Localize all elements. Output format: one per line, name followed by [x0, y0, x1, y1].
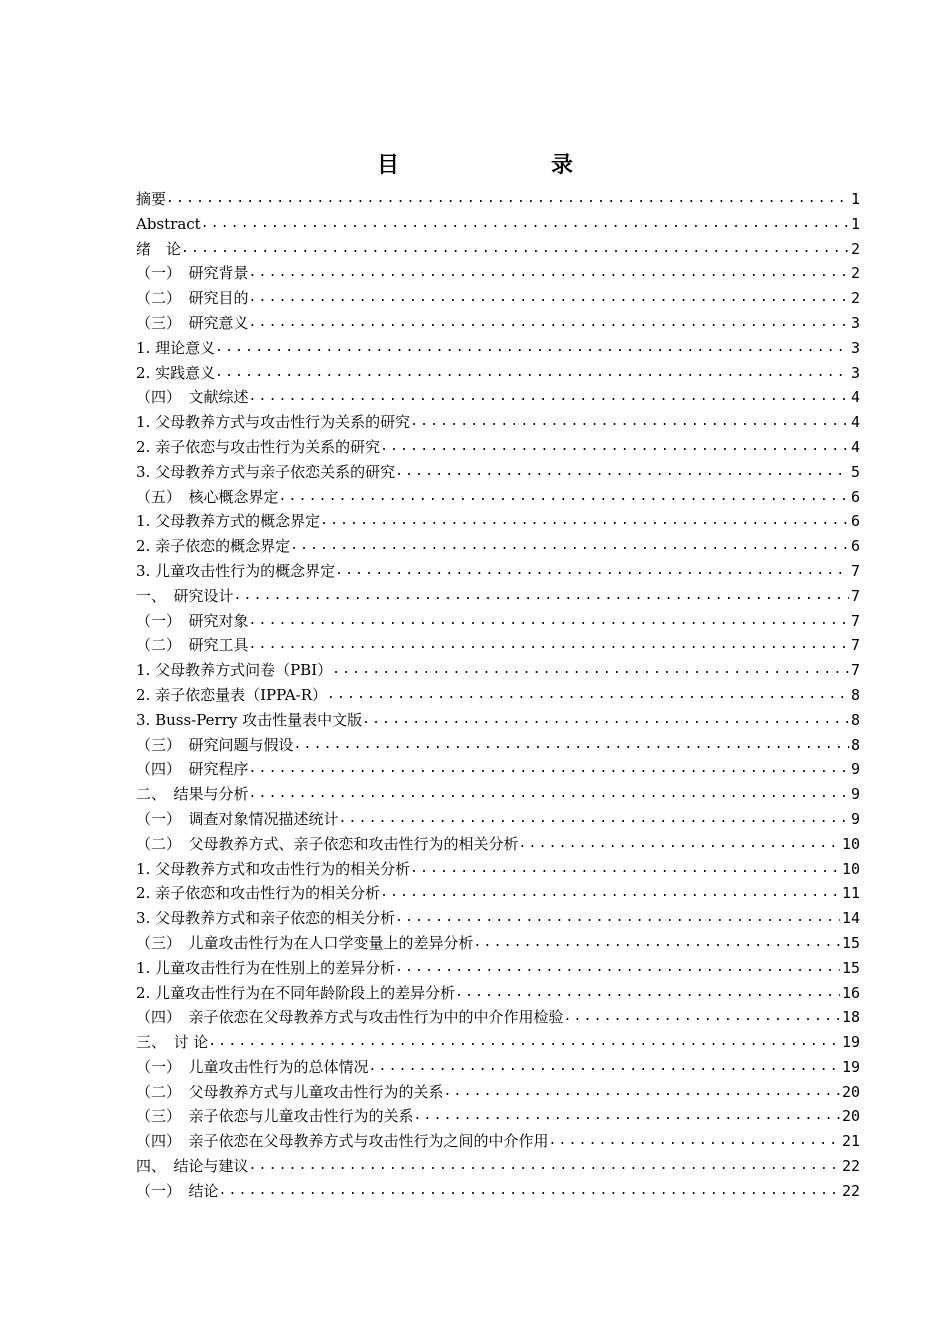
toc-entry-label: （四） 研究程序	[136, 760, 249, 779]
toc-entry-label: 1. 父母教养方式的概念界定	[136, 512, 321, 531]
toc-entry[interactable]	[136, 807, 860, 832]
toc-entry[interactable]	[136, 1005, 860, 1030]
toc-leader-dots	[215, 361, 849, 386]
toc-entry-label: 一、 研究设计	[136, 586, 234, 605]
toc-entry-label: 2. 实践意义	[136, 363, 216, 382]
toc-entry-label: 2. 亲子依恋量表（IPPA-R）	[136, 685, 328, 704]
toc-leader-dots	[208, 1030, 840, 1055]
toc-entry-label: （三） 亲子依恋与儿童攻击性行为的关系	[136, 1107, 414, 1126]
toc-entry[interactable]	[136, 956, 860, 981]
toc-entry-label: 1. 父母教养方式问卷（PBI）	[136, 661, 333, 680]
toc-entry-page-number: 7	[850, 561, 860, 580]
toc-entry-page-number: 7	[850, 636, 860, 655]
toc-leader-dots	[249, 1154, 840, 1179]
toc-entry-page-number: 7	[850, 661, 860, 680]
toc-entry[interactable]	[136, 857, 860, 882]
toc-entry-page-number: 6	[850, 512, 860, 531]
toc-leader-dots	[444, 1080, 840, 1105]
toc-leader-dots	[166, 187, 849, 212]
toc-entry-page-number: 4	[850, 413, 860, 432]
toc-entry[interactable]	[136, 361, 860, 386]
toc-leader-dots	[249, 757, 849, 782]
toc-entry-label: 3. 儿童攻击性行为的概念界定	[136, 561, 336, 580]
toc-entry[interactable]	[136, 460, 860, 485]
toc-entry-label: （一） 儿童攻击性行为的总体情况	[136, 1057, 369, 1076]
toc-entry-label: （四） 文献综述	[136, 388, 249, 407]
toc-leader-dots	[410, 857, 840, 882]
toc-leader-dots	[234, 584, 849, 609]
toc-leader-dots	[414, 1104, 840, 1129]
toc-entry-label: 摘要	[136, 190, 167, 208]
toc-leader-dots	[181, 237, 849, 262]
toc-entry[interactable]	[136, 534, 860, 559]
toc-entry-label: Abstract	[136, 214, 201, 233]
toc-entry-label: 2. 儿童攻击性行为在不同年龄阶段上的差异分析	[136, 983, 456, 1002]
toc-entry-page-number: 4	[850, 388, 860, 407]
table-of-contents	[136, 187, 860, 1204]
toc-entry[interactable]	[136, 559, 860, 584]
toc-leader-dots	[380, 435, 849, 460]
toc-entry-label: （五） 核心概念界定	[136, 487, 279, 506]
toc-entry[interactable]	[136, 187, 860, 212]
toc-entry[interactable]	[136, 633, 860, 658]
toc-leader-dots	[249, 633, 849, 658]
toc-entry-page-number: 5	[850, 462, 860, 481]
toc-leader-dots	[380, 881, 840, 906]
toc-leader-dots	[564, 1005, 840, 1030]
toc-leader-dots	[395, 906, 840, 931]
toc-entry[interactable]	[136, 1104, 860, 1129]
toc-leader-dots	[474, 931, 840, 956]
toc-entry-page-number: 11	[841, 884, 860, 903]
toc-leader-dots	[410, 410, 849, 435]
toc-leader-dots	[249, 261, 849, 286]
toc-leader-dots	[395, 956, 840, 981]
toc-entry-label: （二） 研究目的	[136, 289, 249, 308]
toc-entry[interactable]	[136, 832, 860, 857]
toc-entry-page-number: 9	[850, 809, 860, 828]
toc-entry[interactable]	[136, 385, 860, 410]
toc-entry[interactable]	[136, 658, 860, 683]
toc-leader-dots	[519, 832, 840, 857]
toc-entry-page-number: 10	[841, 859, 860, 878]
toc-entry-page-number: 4	[850, 437, 860, 456]
toc-leader-dots	[327, 683, 849, 708]
toc-entry-label: 2. 亲子依恋的概念界定	[136, 537, 291, 556]
toc-entry[interactable]	[136, 212, 860, 237]
toc-entry-page-number: 3	[850, 313, 860, 332]
toc-entry[interactable]	[136, 336, 860, 361]
toc-entry-page-number: 18	[841, 1008, 860, 1027]
toc-entry-label: （二） 研究工具	[136, 636, 249, 655]
toc-entry-label: （一） 研究对象	[136, 611, 249, 630]
toc-entry-label: 2. 亲子依恋与攻击性行为关系的研究	[136, 437, 381, 456]
toc-entry[interactable]	[136, 311, 860, 336]
toc-entry-label: （一） 调查对象情况描述统计	[136, 809, 339, 828]
toc-leader-dots	[279, 485, 849, 510]
toc-entry-page-number: 7	[850, 586, 860, 605]
toc-entry-page-number: 9	[850, 760, 860, 779]
toc-entry-page-number: 20	[841, 1107, 860, 1126]
toc-leader-dots	[249, 609, 849, 634]
toc-entry[interactable]	[136, 485, 860, 510]
toc-entry-label: （三） 研究意义	[136, 313, 249, 332]
toc-entry[interactable]	[136, 237, 860, 262]
toc-entry-page-number: 3	[850, 338, 860, 357]
toc-entry-label: 3. 父母教养方式与亲子依恋关系的研究	[136, 462, 396, 481]
toc-entry-page-number: 2	[850, 239, 860, 258]
toc-entry-label: 1. 理论意义	[136, 338, 216, 357]
toc-entry[interactable]	[136, 733, 860, 758]
toc-entry-label: 1. 父母教养方式和攻击性行为的相关分析	[136, 859, 411, 878]
toc-entry[interactable]	[136, 509, 860, 534]
toc-leader-dots	[335, 559, 849, 584]
toc-entry[interactable]	[136, 261, 860, 286]
toc-entry-label: 二、 结果与分析	[136, 785, 249, 804]
toc-entry[interactable]	[136, 1080, 860, 1105]
toc-entry[interactable]	[136, 1154, 860, 1179]
toc-entry[interactable]	[136, 286, 860, 311]
toc-entry-label: （二） 父母教养方式、亲子依恋和攻击性行为的相关分析	[136, 834, 519, 853]
toc-leader-dots	[249, 782, 849, 807]
toc-entry-label: 四、 结论与建议	[136, 1157, 249, 1176]
toc-entry-page-number: 21	[841, 1132, 860, 1151]
toc-leader-dots	[455, 981, 840, 1006]
toc-entry-page-number: 1	[850, 190, 860, 208]
toc-entry[interactable]	[136, 1055, 860, 1080]
toc-leader-dots	[249, 311, 849, 336]
toc-entry-page-number: 1	[850, 214, 860, 233]
toc-entry-page-number: 2	[850, 264, 860, 283]
toc-leader-dots	[339, 807, 849, 832]
toc-entry[interactable]	[136, 881, 860, 906]
toc-entry-label: （三） 儿童攻击性行为在人口学变量上的差异分析	[136, 933, 474, 952]
toc-leader-dots	[290, 534, 849, 559]
toc-entry-page-number: 15	[841, 958, 860, 977]
toc-entry-page-number: 2	[850, 289, 860, 308]
toc-leader-dots	[201, 212, 849, 237]
toc-leader-dots	[215, 336, 849, 361]
toc-entry[interactable]	[136, 1030, 860, 1055]
toc-leader-dots	[294, 733, 849, 758]
toc-entry[interactable]	[136, 931, 860, 956]
toc-entry-label: （一） 结论	[136, 1181, 219, 1200]
toc-entry-page-number: 19	[841, 1057, 860, 1076]
toc-entry-page-number: 9	[850, 785, 860, 804]
toc-entry-page-number: 16	[841, 983, 860, 1002]
toc-entry-label: （二） 父母教养方式与儿童攻击性行为的关系	[136, 1082, 444, 1101]
toc-entry[interactable]	[136, 981, 860, 1006]
toc-entry[interactable]	[136, 906, 860, 931]
toc-entry[interactable]	[136, 1129, 860, 1154]
toc-leader-dots	[249, 385, 849, 410]
toc-entry[interactable]	[136, 609, 860, 634]
toc-entry[interactable]	[136, 782, 860, 807]
toc-entry[interactable]	[136, 1179, 860, 1204]
toc-entry-page-number: 6	[850, 487, 860, 506]
toc-entry-label: 1. 儿童攻击性行为在性别上的差异分析	[136, 958, 396, 977]
toc-entry-page-number: 3	[850, 363, 860, 382]
toc-entry-page-number: 22	[841, 1157, 860, 1176]
toc-entry-page-number: 8	[850, 710, 860, 729]
toc-entry-page-number: 10	[841, 834, 860, 853]
toc-leader-dots	[395, 460, 849, 485]
toc-entry[interactable]	[136, 757, 860, 782]
toc-entry-page-number: 8	[850, 735, 860, 754]
toc-leader-dots	[320, 509, 849, 534]
toc-leader-dots	[332, 658, 849, 683]
toc-entry[interactable]	[136, 435, 860, 460]
page-title: 目 录	[376, 152, 609, 178]
toc-entry[interactable]	[136, 410, 860, 435]
toc-leader-dots	[219, 1179, 840, 1204]
toc-entry-page-number: 7	[850, 611, 860, 630]
toc-entry-page-number: 20	[841, 1082, 860, 1101]
toc-entry-label: 3. 父母教养方式和亲子依恋的相关分析	[136, 909, 396, 928]
toc-entry-label: 2. 亲子依恋和攻击性行为的相关分析	[136, 884, 381, 903]
toc-entry-label: （三） 研究问题与假设	[136, 735, 294, 754]
toc-leader-dots	[369, 1055, 840, 1080]
toc-entry[interactable]	[136, 584, 860, 609]
toc-entry-page-number: 22	[841, 1181, 860, 1200]
toc-leader-dots	[249, 286, 849, 311]
toc-entry-label: （一） 研究背景	[136, 264, 249, 283]
toc-entry-label: 三、 讨 论	[136, 1033, 209, 1052]
toc-entry-label: 1. 父母教养方式与攻击性行为关系的研究	[136, 413, 411, 432]
toc-entry-page-number: 15	[841, 933, 860, 952]
toc-leader-dots	[362, 708, 849, 733]
toc-entry-page-number: 14	[841, 909, 860, 928]
toc-entry-label: 绪 论	[136, 239, 182, 258]
toc-entry-label: （四） 亲子依恋在父母教养方式与攻击性行为中的中介作用检验	[136, 1008, 564, 1027]
toc-entry-page-number: 6	[850, 537, 860, 556]
toc-entry-page-number: 8	[850, 685, 860, 704]
toc-entry-label: （四） 亲子依恋在父母教养方式与攻击性行为之间的中介作用	[136, 1132, 549, 1151]
toc-entry-label: 3. Buss-Perry 攻击性量表中文版	[136, 710, 363, 729]
toc-leader-dots	[549, 1129, 840, 1154]
toc-entry[interactable]	[136, 708, 860, 733]
toc-entry-page-number: 19	[841, 1033, 860, 1052]
toc-entry[interactable]	[136, 683, 860, 708]
